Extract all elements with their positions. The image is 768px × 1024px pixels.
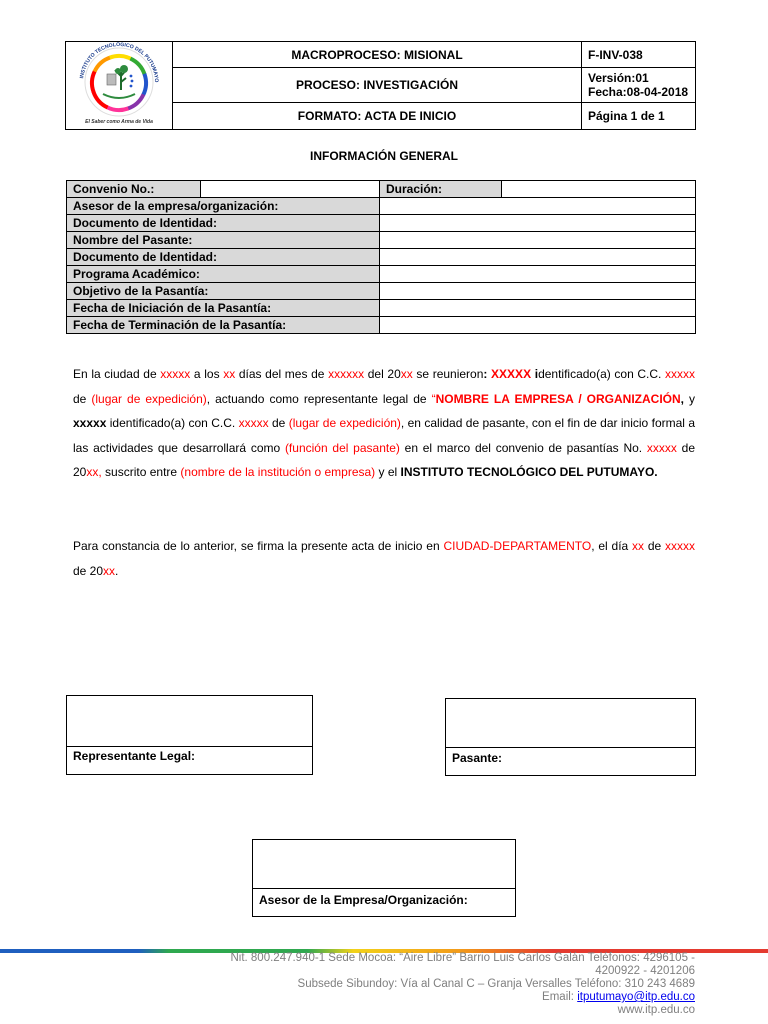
info-row-field[interactable] [380, 266, 696, 283]
body-paragraph-2 [73, 534, 695, 583]
text-run: en el marco del convenio de pasantías No. [399, 440, 647, 455]
text-run: xxxxx [665, 367, 696, 381]
info-row-field[interactable] [380, 232, 696, 249]
proceso-cell: PROCESO: INVESTIGACIÓN [173, 68, 582, 102]
text-run: xx [103, 563, 116, 578]
info-row-field[interactable] [380, 198, 696, 215]
footer-website: www.itp.edu.co [617, 1004, 695, 1016]
info-row-field[interactable] [380, 283, 696, 300]
footer-line-2: 4200922 - 4201206 [595, 965, 695, 977]
text-run: (lugar de expedición) [91, 391, 207, 406]
text-run: a los [190, 367, 224, 381]
text-run: xx, [86, 465, 102, 479]
text-run: INSTITUTO TECNOLÓGICO DEL PUTUMAYO. [400, 465, 658, 479]
info-row-field[interactable] [380, 215, 696, 232]
text-run: de [73, 391, 92, 406]
text-run: Para constancia de lo anterior, se firma la presente acta de inicio en [73, 539, 444, 553]
info-row-field[interactable] [380, 249, 696, 266]
info-row-label: Asesor de la empresa/organización: [67, 198, 380, 215]
text-run: xxxxx [238, 416, 269, 430]
logo-arc-text: INSTITUTO TECNOLÓGICO DEL PUTUMAYO [79, 42, 160, 83]
signature-box-representante[interactable] [66, 695, 313, 775]
info-row-field[interactable] [380, 317, 696, 334]
section-title: INFORMACIÓN GENERAL [310, 149, 458, 163]
text-run: NOMBRE LA EMPRESA / ORGANIZACIÓN [435, 391, 681, 406]
signature-line [446, 747, 695, 748]
info-row-field[interactable] [380, 300, 696, 317]
page-number: Página 1 de 1 [582, 102, 696, 129]
signature-label-asesor: Asesor de la Empresa/Organización: [259, 893, 468, 907]
macroproceso-cell: MACROPROCESO: MISIONAL [173, 42, 582, 68]
signature-line [67, 746, 312, 747]
info-row-label: Fecha de Iniciación de la Pasantía: [67, 300, 380, 317]
body-paragraph-1 [73, 362, 695, 485]
text-run: i [531, 367, 539, 381]
info-table [66, 180, 696, 334]
text-run: (función del pasante) [284, 440, 400, 455]
text-run: de [268, 416, 289, 430]
signature-label-representante: Representante Legal: [73, 749, 196, 763]
footer-email-row [215, 991, 695, 1004]
date-text: Fecha:08-04-2018 [588, 84, 689, 99]
logo-cell [66, 42, 173, 130]
info-row-label: Nombre del Pasante: [67, 232, 380, 249]
text-run: xxxxx [646, 440, 677, 455]
text-run: , [680, 391, 690, 406]
text-run: xx [223, 367, 236, 381]
text-run: “ [431, 391, 436, 406]
version-cell [582, 68, 696, 102]
text-run: y el [375, 465, 401, 479]
text-run: xx [400, 367, 413, 381]
text-run: xxxxx [73, 416, 107, 430]
convenio-field[interactable] [201, 181, 380, 198]
convenio-label: Convenio No.: [67, 181, 201, 198]
text-run: y [689, 391, 696, 406]
text-run: días del mes de [235, 367, 329, 381]
text-run: dentificado(a) con C.C. [538, 367, 666, 381]
text-run: , el día [591, 539, 633, 553]
duracion-field[interactable] [502, 181, 696, 198]
header-table [65, 41, 696, 130]
text-run: identificado(a) con C.C. [106, 416, 239, 430]
text-run: xxxxx [160, 367, 191, 381]
signature-box-pasante[interactable] [445, 698, 696, 776]
duracion-label: Duración: [380, 181, 502, 198]
form-code: F-INV-038 [582, 42, 696, 68]
text-run: XXXXX [491, 367, 532, 381]
institution-logo [69, 42, 169, 126]
text-run: de 20 [73, 440, 696, 479]
text-run: , en calidad de pasante, con el fin de dar inicio formal a las actividades que desarrollará como [73, 416, 696, 455]
text-run: En la ciudad de [73, 367, 161, 381]
footer-line-3: Subsede Sibundoy: Vía al Canal C – Granja Versalles Teléfono: 310 243 4689 [297, 978, 695, 990]
text-run: del 20 [364, 367, 401, 381]
footer-contact [215, 952, 695, 1017]
text-run: (nombre de la institución o empresa) [180, 465, 376, 479]
info-row-label: Documento de Identidad: [67, 249, 380, 266]
text-run: . [115, 563, 119, 578]
text-run: xxxxxx [328, 367, 365, 381]
info-row-label: Fecha de Terminación de la Pasantía: [67, 317, 380, 334]
version-text: Versión:01 [588, 70, 649, 85]
text-run: xx [632, 539, 645, 553]
footer-line-1: Nit. 800.247.940-1 Sede Mocoa: “Aire Libre” Barrio Luis Carlos Galán Teléfonos: 4296105 - [230, 952, 695, 964]
text-run: CIUDAD-DEPARTAMENTO [443, 539, 592, 553]
text-run: , actuando como representante legal de [206, 391, 432, 406]
formato-cell: FORMATO: ACTA DE INICIO [173, 102, 582, 129]
info-row-label: Objetivo de la Pasantía: [67, 283, 380, 300]
text-run: de 20 [73, 563, 104, 578]
footer-email-label: Email: [542, 991, 578, 1003]
text-run: se reunieron [412, 367, 484, 381]
text-run: xxxxx [665, 539, 696, 553]
text-run: suscrito entre [101, 465, 181, 479]
logo-motto: El Saber como Arma de Vida [85, 119, 153, 125]
footer-email-link[interactable]: itputumayo@itp.edu.co [577, 991, 695, 1003]
info-row-label: Programa Académico: [67, 266, 380, 283]
signature-label-pasante: Pasante: [452, 751, 503, 765]
signature-line [253, 888, 515, 889]
info-row-label: Documento de Identidad: [67, 215, 380, 232]
signature-box-asesor[interactable] [252, 839, 516, 917]
text-run: de [644, 539, 666, 553]
text-run: (lugar de expedición) [288, 416, 401, 430]
text-run: : [483, 367, 492, 381]
